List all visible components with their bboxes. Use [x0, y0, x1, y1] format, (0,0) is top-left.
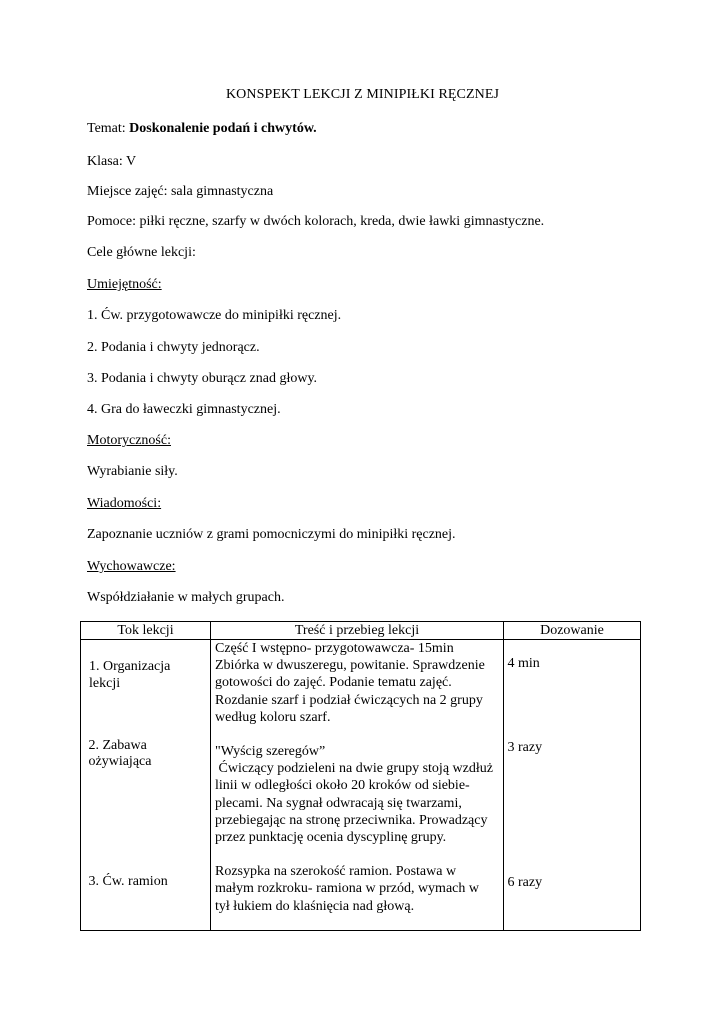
- content-2: Ćwiczący podzieleni na dwie grupy stoją wzdłuż linii w odległości około 20 kroków od siebie- plecami. Na sygnał odwracają się twarzami, przebiegając na stronę przeciwnika. Prowadzący przez punktację ocenia dyscyplinę grupy.: [215, 761, 497, 846]
- knowledge-heading: Wiadomości:: [87, 496, 162, 511]
- topic-line: [87, 120, 317, 138]
- dose-1: 4 min: [507, 656, 540, 671]
- header-stage: Tok lekcji: [81, 622, 211, 640]
- class-line: Klasa: V: [87, 154, 137, 169]
- stage-3: 3. Ćw. ramion: [88, 874, 168, 889]
- topic-value: Doskonalenie podań i chwytów.: [129, 121, 317, 136]
- stage-1: 1. Organizacja lekcji: [89, 659, 171, 692]
- dose-3: 6 razy: [507, 875, 543, 890]
- table-header-row: [81, 622, 641, 640]
- edu-text: Współdziałanie w małych grupach.: [87, 590, 285, 605]
- skill-item: 4. Gra do ławeczki gimnastycznej.: [87, 402, 281, 417]
- motor-heading: Motoryczność:: [87, 433, 171, 448]
- motor-text: Wyrabianie siły.: [87, 464, 178, 479]
- header-dose: Dozowanie: [504, 622, 641, 640]
- content-1: Część I wstępno- przygotowawcza- 15min Zbiórka w dwuszeregu, powitanie. Sprawdzenie gotowości do zajęć. Podanie tematu zajęć. Rozdanie szarf i podział ćwiczących na 2 grupy według koloru szarf.: [215, 641, 485, 725]
- content-2-title: "Wyścig szeregów”: [215, 744, 326, 760]
- content-3: Rozsypka na szerokość ramion. Postawa w małym rozkroku- ramiona w przód, wymach w tył łukiem do klaśnięcia nad głową.: [215, 864, 479, 914]
- edu-heading: Wychowawcze:: [87, 559, 176, 574]
- document-title: KONSPEKT LEKCJI Z MINIPIŁKI RĘCZNEJ: [225, 87, 500, 102]
- skill-item: 2. Podania i chwyty jednorącz.: [87, 340, 260, 355]
- skill-item: 1. Ćw. przygotowawcze do minipiłki ręcznej.: [87, 308, 342, 323]
- topic-label: Temat:: [87, 121, 126, 136]
- place-line: Miejsce zajęć: sala gimnastyczna: [87, 184, 274, 199]
- skill-item: 3. Podania i chwyty oburącz znad głowy.: [87, 371, 318, 386]
- table-cell-content: [211, 640, 504, 931]
- stage-2: 2. Zabawa ożywiająca: [88, 738, 152, 769]
- dose-2: 3 razy: [507, 740, 543, 755]
- knowledge-text: Zapoznanie uczniów z grami pomocniczymi do minipiłki ręcznej.: [87, 527, 456, 542]
- header-content: Treść i przebieg lekcji: [211, 622, 504, 640]
- goals-heading: Cele główne lekcji:: [87, 245, 196, 260]
- aids-line: Pomoce: piłki ręczne, szarfy w dwóch kolorach, kreda, dwie ławki gimnastyczne.: [87, 214, 545, 229]
- skills-heading: Umiejętność:: [87, 277, 162, 292]
